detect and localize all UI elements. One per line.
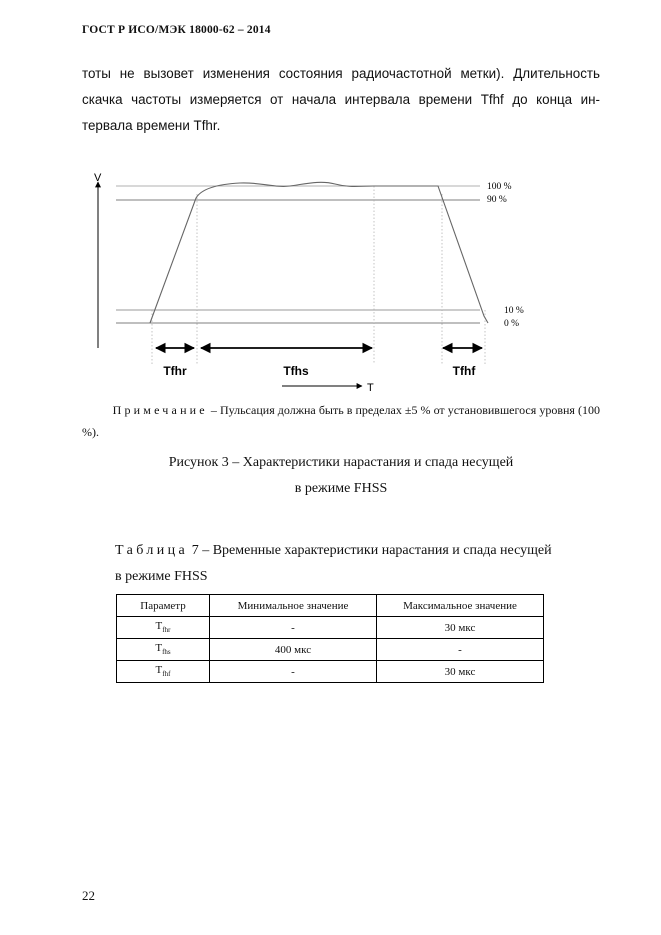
interval-fhr-label: Tfhr (163, 364, 187, 378)
min-cell: - (210, 617, 377, 639)
paragraph-line-3: тервала времени Tfhr. (82, 118, 221, 133)
level-10-label: 10 % (504, 306, 524, 316)
header-parameter: Параметр (117, 595, 210, 617)
param-cell: $T_{fhf}$ (117, 661, 210, 683)
paragraph-line-2: скачка частоты измеряется от начала интервала времени Tfhf до конца ин- (82, 92, 600, 107)
interval-fhs-label: Tfhs (283, 364, 309, 378)
signal-envelope (150, 182, 488, 323)
table-row (117, 639, 544, 661)
max-cell: 30 мкс (377, 661, 544, 683)
figure-caption-line-1: Рисунок 3 – Характеристики нарастания и спада несущей (168, 455, 514, 470)
header-max: Максимальное значение (377, 595, 544, 617)
interval-fhf-label: Tfhf (452, 364, 476, 378)
table-caption-line-1 (115, 538, 601, 564)
paragraph-line-1: тоты не вызовет изменения состояния радиочастотной метки). Длительность (82, 66, 600, 81)
table-caption-line-2: в режиме FHSS (115, 569, 208, 584)
table-row (117, 617, 544, 639)
max-cell: - (377, 639, 544, 661)
param-cell: $T_{fhs}$ (117, 639, 210, 661)
v-axis-label: V (94, 172, 102, 184)
note-text: – Пульсация должна быть в пределах ±5 % от установившегося уровня (100 %). (82, 403, 600, 439)
rise-fall-figure (80, 168, 540, 393)
t-axis-label: T (367, 382, 374, 393)
figure-caption-line-2: в режиме FHSS (294, 481, 388, 496)
level-100-label: 100 % (487, 182, 512, 192)
level-90-label: 90 % (487, 195, 507, 205)
table-header-row (117, 595, 544, 617)
min-cell: 400 мкс (210, 639, 377, 661)
header-min: Минимальное значение (210, 595, 377, 617)
note-lead: Примечание (112, 403, 208, 417)
parameters-table (116, 594, 544, 683)
figure-note (82, 399, 600, 443)
table-row (117, 661, 544, 683)
document-header: ГОСТ Р ИСО/МЭК 18000-62 – 2014 (82, 24, 271, 36)
table-caption-lead: Таблица (115, 543, 189, 558)
table-caption-rest: 7 – Временные характеристики нарастания и спада несущей (188, 543, 552, 558)
level-0-label: 0 % (504, 319, 520, 329)
param-cell: $T_{fhr}$ (117, 617, 210, 639)
page-number: 22 (82, 888, 95, 903)
min-cell: - (210, 661, 377, 683)
max-cell: 30 мкс (377, 617, 544, 639)
